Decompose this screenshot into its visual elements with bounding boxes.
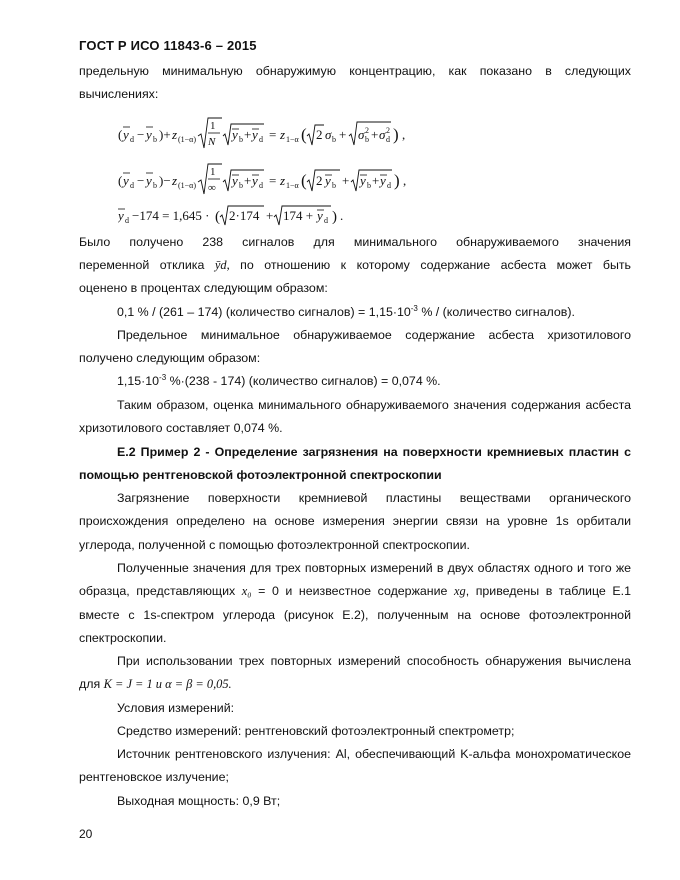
svg-text:N: N <box>208 136 216 148</box>
paragraph-signals-line2 <box>79 254 631 277</box>
paragraph-detection-limit: Предельное минимальное обнаруживаемое содержание асбеста хризотилового получено следующим образом: <box>79 328 631 366</box>
svg-text:2: 2 <box>365 126 369 135</box>
svg-text:y: y <box>123 127 129 142</box>
svg-text:d: d <box>387 181 391 190</box>
svg-text:1: 1 <box>210 120 216 132</box>
svg-text:(1−α): (1−α) <box>178 181 197 190</box>
svg-text:d: d <box>324 216 328 225</box>
page-number: 20 <box>79 827 93 841</box>
para1-post-text: по отношению к которому содержание асбеста может быть <box>240 258 631 272</box>
calc2-exponent: -3 <box>159 372 167 382</box>
svg-text:b: b <box>153 181 157 190</box>
svg-text:(: ( <box>301 125 307 144</box>
svg-text:+: + <box>244 173 252 188</box>
svg-text:1−α: 1−α <box>286 135 299 144</box>
conditions-title: Условия измерений: <box>117 701 235 715</box>
svg-text:σ: σ <box>325 127 332 142</box>
svg-text:+: + <box>266 208 274 223</box>
xg-symbol: xg <box>453 584 466 599</box>
paragraph-contamination: Загрязнение поверхности кремниевой пластины веществами органического происхождения определено на основе измерения энергии связи на уровне 1s орбитали углерода, полученной с помощью фотоэлектронной спектроскопии. <box>79 491 631 552</box>
svg-text:y: y <box>146 173 152 188</box>
response-variable-symbol: ȳd, <box>214 258 230 272</box>
svg-text:d: d <box>259 135 263 144</box>
calc2-pre: 1,15·10 <box>117 374 160 388</box>
svg-text:2: 2 <box>316 127 323 142</box>
svg-text:y: y <box>380 173 386 188</box>
calc1-post: % / (количество сигналов). <box>417 305 575 319</box>
svg-text:y: y <box>232 173 238 188</box>
intro-paragraph: предельную минимальную обнаружимую концентрацию, как показано в следующих вычислениях: <box>79 64 631 102</box>
svg-text:σ: σ <box>379 127 386 142</box>
svg-text:b: b <box>239 135 243 144</box>
svg-text:z: z <box>172 173 178 188</box>
svg-text:,: , <box>402 127 406 142</box>
svg-text:=: = <box>269 127 277 142</box>
svg-text:d: d <box>125 216 129 225</box>
formula-1-svg <box>118 112 438 156</box>
svg-text:−: − <box>137 127 145 142</box>
svg-text:σ: σ <box>358 127 365 142</box>
formula-2 <box>118 158 438 202</box>
paragraph-signals-line3: оценено в процентах следующим образом: <box>79 281 328 295</box>
svg-text:2: 2 <box>386 126 390 135</box>
svg-text:y: y <box>252 127 258 142</box>
paragraph-conclusion: Таким образом, оценка минимального обнаруживаемого значения содержания асбеста хризотилового составляет 0,074 %. <box>79 398 631 436</box>
para5-text-a: Полученные значения для трех повторных измерений в двух областях одного и того же образца, представляющих <box>79 561 631 599</box>
formula-3-svg <box>118 200 378 232</box>
calc1-pre: 0,1 % / (261 – 174) (количество сигналов) = 1,15·10 <box>117 305 411 319</box>
svg-text:b: b <box>332 135 336 144</box>
section-title-e2: Е.2 Пример 2 - Определение загрязнения на поверхности кремниевых пластин с помощью рентгеновской фотоэлектронной спектроскопии <box>79 445 631 483</box>
svg-text:+: + <box>244 127 252 142</box>
para5-text-b: = 0 и неизвестное содержание <box>251 584 454 599</box>
svg-text:): ) <box>332 209 337 225</box>
svg-text:b: b <box>239 181 243 190</box>
svg-text:+: + <box>342 173 350 188</box>
svg-text:b: b <box>153 135 157 144</box>
svg-text:(: ( <box>118 127 123 142</box>
svg-text:(: ( <box>118 173 123 188</box>
svg-text:y: y <box>146 127 152 142</box>
standard-header: ГОСТ Р ИСО 11843-6 – 2015 <box>79 38 257 53</box>
formula-1 <box>118 112 438 156</box>
condition-output-power: Выходная мощность: 0,9 Вт; <box>117 794 281 808</box>
svg-text:2·174: 2·174 <box>229 208 260 223</box>
svg-text:d: d <box>130 135 134 144</box>
svg-text:−: − <box>137 173 145 188</box>
svg-text:2: 2 <box>316 173 323 188</box>
svg-text:y: y <box>232 127 238 142</box>
svg-text:b: b <box>367 181 371 190</box>
calc2-post: %·(238 - 174) (количество сигналов) = 0,074 %. <box>166 374 441 388</box>
condition-instrument: Средство измерений: рентгеновский фотоэлектронный спектрометр; <box>117 724 515 738</box>
svg-text:(: ( <box>215 209 220 225</box>
para5-text-c: , приведены в таблице Е.1 вместе с 1s-спектром углерода (рисунок Е.2), полученным на основе фотоэлектронной спектроскопии. <box>79 584 631 646</box>
svg-text:b: b <box>332 181 336 190</box>
svg-text:d: d <box>130 181 134 190</box>
calculation-2 <box>79 370 631 393</box>
paragraph-signals-line1: Было получено 238 сигналов для минимального обнаруживаемого значения <box>79 235 631 249</box>
para1-pre-text: переменной отклика <box>79 258 205 272</box>
x0-symbol: x₀ <box>241 584 252 599</box>
para6-params: K = J = 1 и α = β = 0,05. <box>103 677 232 692</box>
svg-text:y: y <box>325 173 331 188</box>
svg-text:(1−α): (1−α) <box>178 135 197 144</box>
svg-text:+: + <box>371 127 379 142</box>
condition-xray-source: Источник рентгеновского излучения: Al, обеспечивающий K-альфа монохроматическое рентгеновское излучение; <box>79 747 631 785</box>
svg-text:y: y <box>360 173 366 188</box>
svg-text:): ) <box>393 125 399 144</box>
svg-text:d: d <box>386 135 390 144</box>
svg-text:y: y <box>317 208 323 223</box>
paragraph-detection-capability <box>79 650 631 697</box>
svg-text:1−α: 1−α <box>286 181 299 190</box>
calc1-exponent: -3 <box>410 303 418 313</box>
svg-text:z: z <box>280 173 286 188</box>
svg-text:z: z <box>172 127 178 142</box>
svg-text:)−: )− <box>159 173 171 188</box>
para6-text-a: При использовании трех повторных измерений способность обнаружения вычислена для <box>79 654 631 692</box>
svg-text:+: + <box>372 173 380 188</box>
formula-2-svg <box>118 158 438 202</box>
svg-text:.: . <box>340 208 344 223</box>
calculation-1 <box>79 301 631 324</box>
svg-text:)+: )+ <box>159 127 171 142</box>
svg-text:+: + <box>339 127 347 142</box>
svg-text:): ) <box>394 171 400 190</box>
svg-text:y: y <box>252 173 258 188</box>
svg-text:b: b <box>365 135 369 144</box>
svg-text:∞: ∞ <box>208 182 216 194</box>
svg-text:−174 = 1,645 ·: −174 = 1,645 · <box>132 208 210 223</box>
svg-text:174 +: 174 + <box>283 208 314 223</box>
formula-3 <box>118 200 378 232</box>
svg-text:1: 1 <box>210 166 216 178</box>
svg-text:z: z <box>280 127 286 142</box>
svg-text:=: = <box>269 173 277 188</box>
paragraph-measurements <box>79 557 631 651</box>
svg-text:d: d <box>259 181 263 190</box>
svg-text:y: y <box>123 173 129 188</box>
svg-text:y: y <box>118 208 124 223</box>
svg-text:(: ( <box>301 171 307 190</box>
svg-text:,: , <box>403 173 407 188</box>
